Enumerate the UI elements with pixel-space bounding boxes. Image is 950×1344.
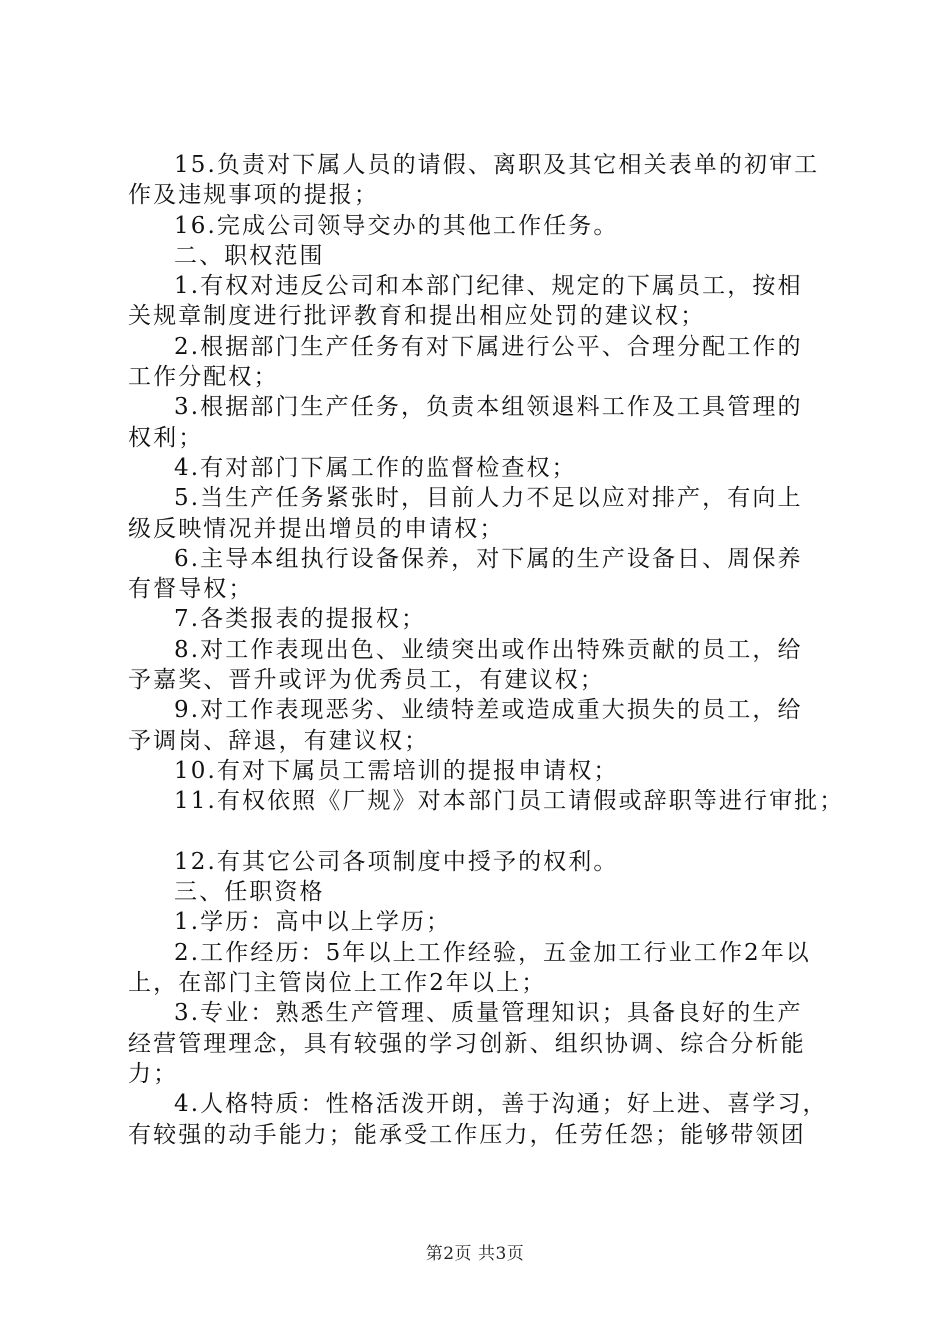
text-line: 5.当生产任务紧张时，目前人力不足以应对排产，有向上: [174, 485, 803, 512]
text-line: 经营管理理念，具有较强的学习创新、组织协调、综合分析能: [128, 1030, 806, 1057]
text-line: 11.有权依照《厂规》对本部门员工请假或辞职等进行审批；: [174, 788, 845, 815]
text-line: 3.根据部门生产任务，负责本组领退料工作及工具管理的: [174, 394, 803, 421]
text-line: 予调岗、辞退，有建议权；: [128, 727, 430, 754]
text-line: 1.学历：高中以上学历；: [174, 909, 452, 936]
text-line: 9.对工作表现恶劣、业绩特差或造成重大损失的员工，给: [174, 697, 803, 724]
page-footer: 第2页 共3页: [425, 1244, 525, 1264]
text-line: 予嘉奖、晋升或评为优秀员工，有建议权；: [128, 667, 605, 694]
text-line: 工作分配权；: [128, 364, 279, 391]
text-line: 1.有权对违反公司和本部门纪律、规定的下属员工，按相: [174, 273, 803, 300]
text-line: 关规章制度进行批评教育和提出相应处罚的建议权；: [128, 303, 706, 330]
text-line: 2.工作经历：5年以上工作经验，五金加工行业工作2年以: [174, 939, 811, 966]
text-line: 12.有其它公司各项制度中授予的权利。: [174, 848, 619, 875]
text-line: 三、任职资格: [174, 879, 325, 906]
text-line: 2.根据部门生产任务有对下属进行公平、合理分配工作的: [174, 333, 803, 360]
text-line: 级反映情况并提出增员的申请权；: [128, 515, 505, 542]
text-line: 有较强的动手能力；能承受工作压力，任劳任怨；能够带领团: [128, 1121, 806, 1148]
text-line: 4.有对部门下属工作的监督检查权；: [174, 454, 577, 481]
text-line: 上，在部门主管岗位上工作2年以上；: [128, 970, 547, 997]
text-line: 权利；: [128, 424, 204, 451]
blank-line: [128, 817, 840, 847]
text-line: 二、职权范围: [174, 242, 325, 269]
text-line: 7.各类报表的提报权；: [174, 606, 427, 633]
text-line: 作及违规事项的提报；: [128, 182, 379, 209]
text-line: 6.主导本组执行设备保养，对下属的生产设备日、周保养: [174, 545, 803, 572]
document-body: [128, 150, 845, 1150]
text-line: 力；: [128, 1060, 179, 1087]
text-line: 16.完成公司领导交办的其他工作任务。: [174, 212, 619, 239]
text-line: 有督导权；: [128, 576, 254, 603]
text-line: 10.有对下属员工需培训的提报申请权；: [174, 757, 619, 784]
text-line: 15.负责对下属人员的请假、离职及其它相关表单的初审工: [174, 152, 820, 178]
text-line: 8.对工作表现出色、业绩突出或作出特殊贡献的员工，给: [174, 636, 803, 663]
text-line: 3.专业：熟悉生产管理、质量管理知识；具备良好的生产: [174, 1000, 803, 1027]
text-line: 4.人格特质：性格活泼开朗，善于沟通；好上进、喜学习，: [174, 1091, 828, 1118]
